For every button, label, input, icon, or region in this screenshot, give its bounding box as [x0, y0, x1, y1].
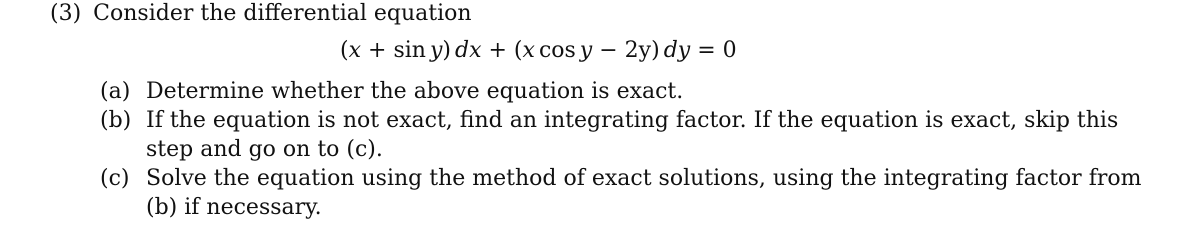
part-a-text: Determine whether the above equation is exact.	[146, 79, 684, 104]
equation-zero: 0	[722, 38, 737, 63]
equation-open-paren: (	[340, 38, 349, 63]
part-b	[100, 106, 1160, 164]
part-a	[100, 77, 1160, 106]
equation-dx: dx	[454, 38, 482, 63]
equation-var-x: x	[348, 38, 362, 63]
part-c	[100, 164, 1160, 222]
equation-sin: sin	[393, 38, 426, 63]
equation-close-paren-2: )	[651, 38, 660, 63]
part-c-label: (c)	[100, 166, 130, 191]
equation-open-paren-2: (	[513, 38, 523, 63]
equation-plus: +	[368, 38, 387, 63]
equation-plus-2: +	[488, 38, 507, 63]
equation-var-y-2: y	[579, 38, 593, 63]
problem-header	[50, 0, 472, 28]
part-a-label: (a)	[100, 79, 131, 104]
problem-number: (3)	[50, 1, 82, 26]
part-b-label: (b)	[100, 108, 132, 133]
equation-dy: dy	[663, 38, 691, 63]
part-b-text: If the equation is not exact, find an integrating factor. If the equation is exact, skip this step and go on to (c).	[146, 108, 1119, 162]
equation-close-paren: )	[442, 38, 451, 63]
equation-minus: −	[599, 38, 618, 63]
equation-var-y: y	[429, 38, 443, 63]
part-c-text: Solve the equation using the method of exact solutions, using the integrating factor from (b) if necessary.	[146, 166, 1142, 220]
problem-intro: Consider the differential equation	[93, 1, 472, 26]
equation-var-x-2: x	[522, 38, 535, 63]
differential-equation	[340, 36, 737, 66]
equation-cos: cos	[538, 38, 576, 63]
problem-parts-list	[100, 77, 1160, 222]
equation-equals: =	[697, 38, 716, 63]
equation-two-y: 2y	[624, 38, 652, 63]
